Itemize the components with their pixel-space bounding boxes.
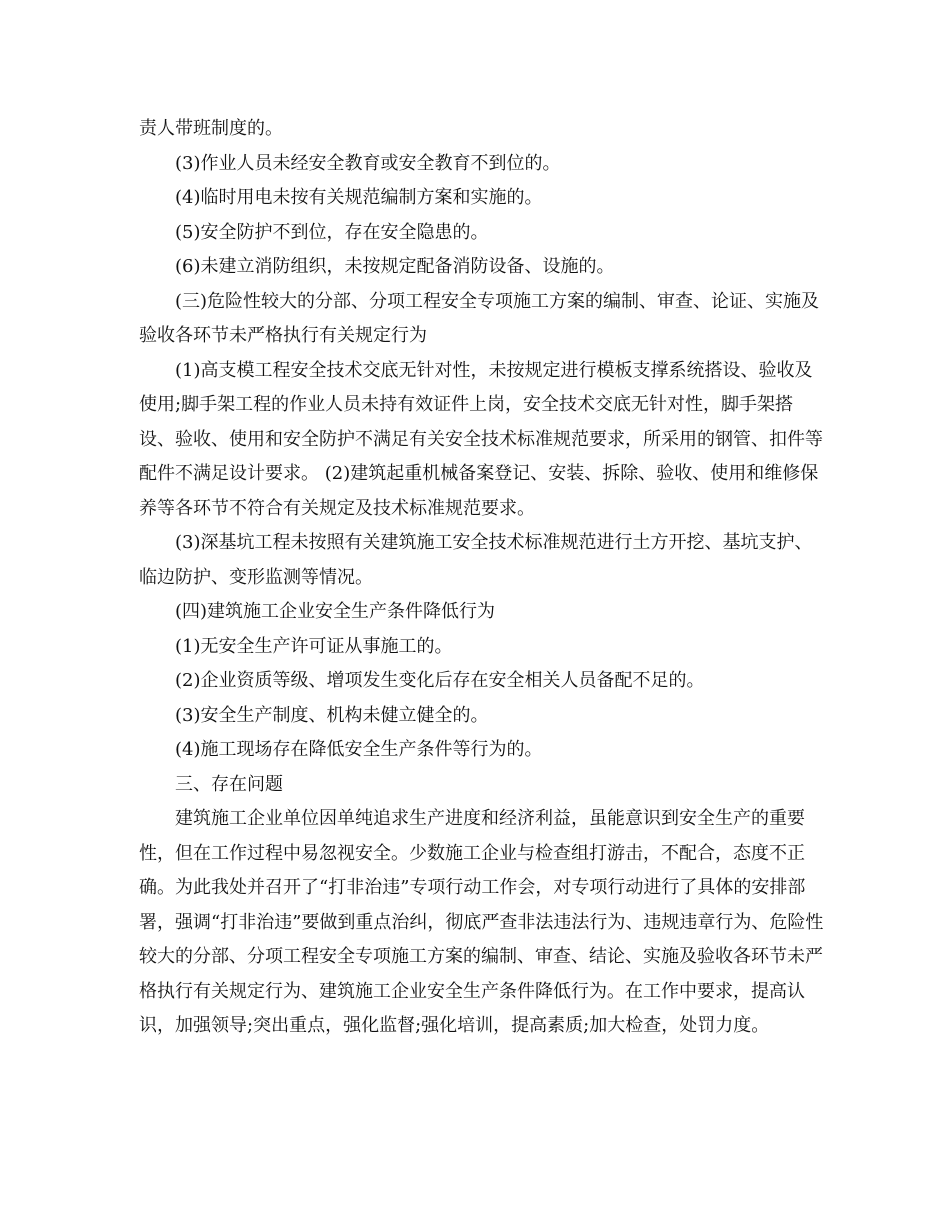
paragraph-3-text: (4)临时用电未按有关规范编制方案和实施的。 — [175, 187, 543, 208]
paragraph-15 — [139, 802, 829, 1044]
paragraph-4-text: (5)安全防护不到位，存在安全隐患的。 — [175, 221, 489, 243]
paragraph-13-text: (4)施工现场存在降低安全生产条件等行为的。 — [175, 739, 543, 760]
paragraph-15-text: 建筑施工企业单位因单纯追求生产进度和经济利益，虽能意识到安全生产的重要性，但在工作过程中易忽视安全。少数施工企业与检查组打游击，不配合，态度不正确。为此我处并召开了“打非治违”专项行动工作会，对专项行动进行了具体的安排部署，强调“打非治违”要做到重点治纠，彻底严查非法违法行为、违规违章行为、危险性较大的分部、分项工程安全专项施工方案的编制、审查、结论、实施及验收各环节未严格执行有关规定行为、建筑施工企业安全生产条件降低行为。在工作中要求，提高认识，加强领导;突出重点，强化监督;强化培训，提高素质;加大检查，处罚力度。 — [139, 808, 824, 1036]
paragraph-10-text: (1)无安全生产许可证从事施工的。 — [175, 635, 453, 657]
paragraph-7-text: (1)高支模工程安全技术交底无针对性，未按规定进行模板支撑系统搭设、验收及使用;脚手架工程的作业人员未持有效证件上岗，安全技术交底无针对性，脚手架搭设、验收、使用和安全防护不满足有关安全技术标准规范要求，所采用的钢管、扣件等配件不满足设计要求。 (2)建筑起重机械备案登记、安装、拆除、验收、使用和维修保养等各环节不符合有关规定及技术标准规范要求。 — [139, 359, 823, 519]
paragraph-12-text: (3)安全生产制度、机构未健立健全的。 — [175, 704, 489, 726]
paragraph-1 — [139, 112, 829, 147]
paragraph-5 — [139, 250, 829, 285]
paragraph-11 — [139, 664, 829, 699]
section-heading — [139, 768, 829, 803]
paragraph-2 — [139, 147, 829, 182]
paragraph-1-text: 责人带班制度的。 — [139, 118, 283, 139]
paragraph-8 — [139, 526, 829, 595]
document-body — [139, 112, 829, 1044]
paragraph-11-text: (2)企业资质等级、增项发生变化后存在安全相关人员备配不足的。 — [175, 670, 705, 691]
paragraph-3 — [139, 181, 829, 216]
paragraph-8-text: (3)深基坑工程未按照有关建筑施工安全技术标准规范进行土方开挖、基坑支护、临边防护、变形监测等情况。 — [139, 532, 813, 588]
paragraph-5-text: (6)未建立消防组织，未按规定配备消防设备、设施的。 — [175, 256, 615, 277]
paragraph-9 — [139, 595, 829, 630]
paragraph-4 — [139, 216, 829, 251]
paragraph-12 — [139, 699, 829, 734]
paragraph-13 — [139, 733, 829, 768]
paragraph-7 — [139, 354, 829, 527]
paragraph-9-text: (四)建筑施工企业安全生产条件降低行为 — [175, 601, 496, 622]
paragraph-6-text: (三)危险性较大的分部、分项工程安全专项施工方案的编制、审查、论证、实施及验收各环节未严格执行有关规定行为 — [139, 290, 820, 346]
paragraph-10 — [139, 630, 829, 665]
section-heading-text: 三、存在问题 — [175, 773, 283, 795]
paragraph-6 — [139, 285, 829, 354]
paragraph-2-text: (3)作业人员未经安全教育或安全教育不到位的。 — [175, 152, 561, 174]
